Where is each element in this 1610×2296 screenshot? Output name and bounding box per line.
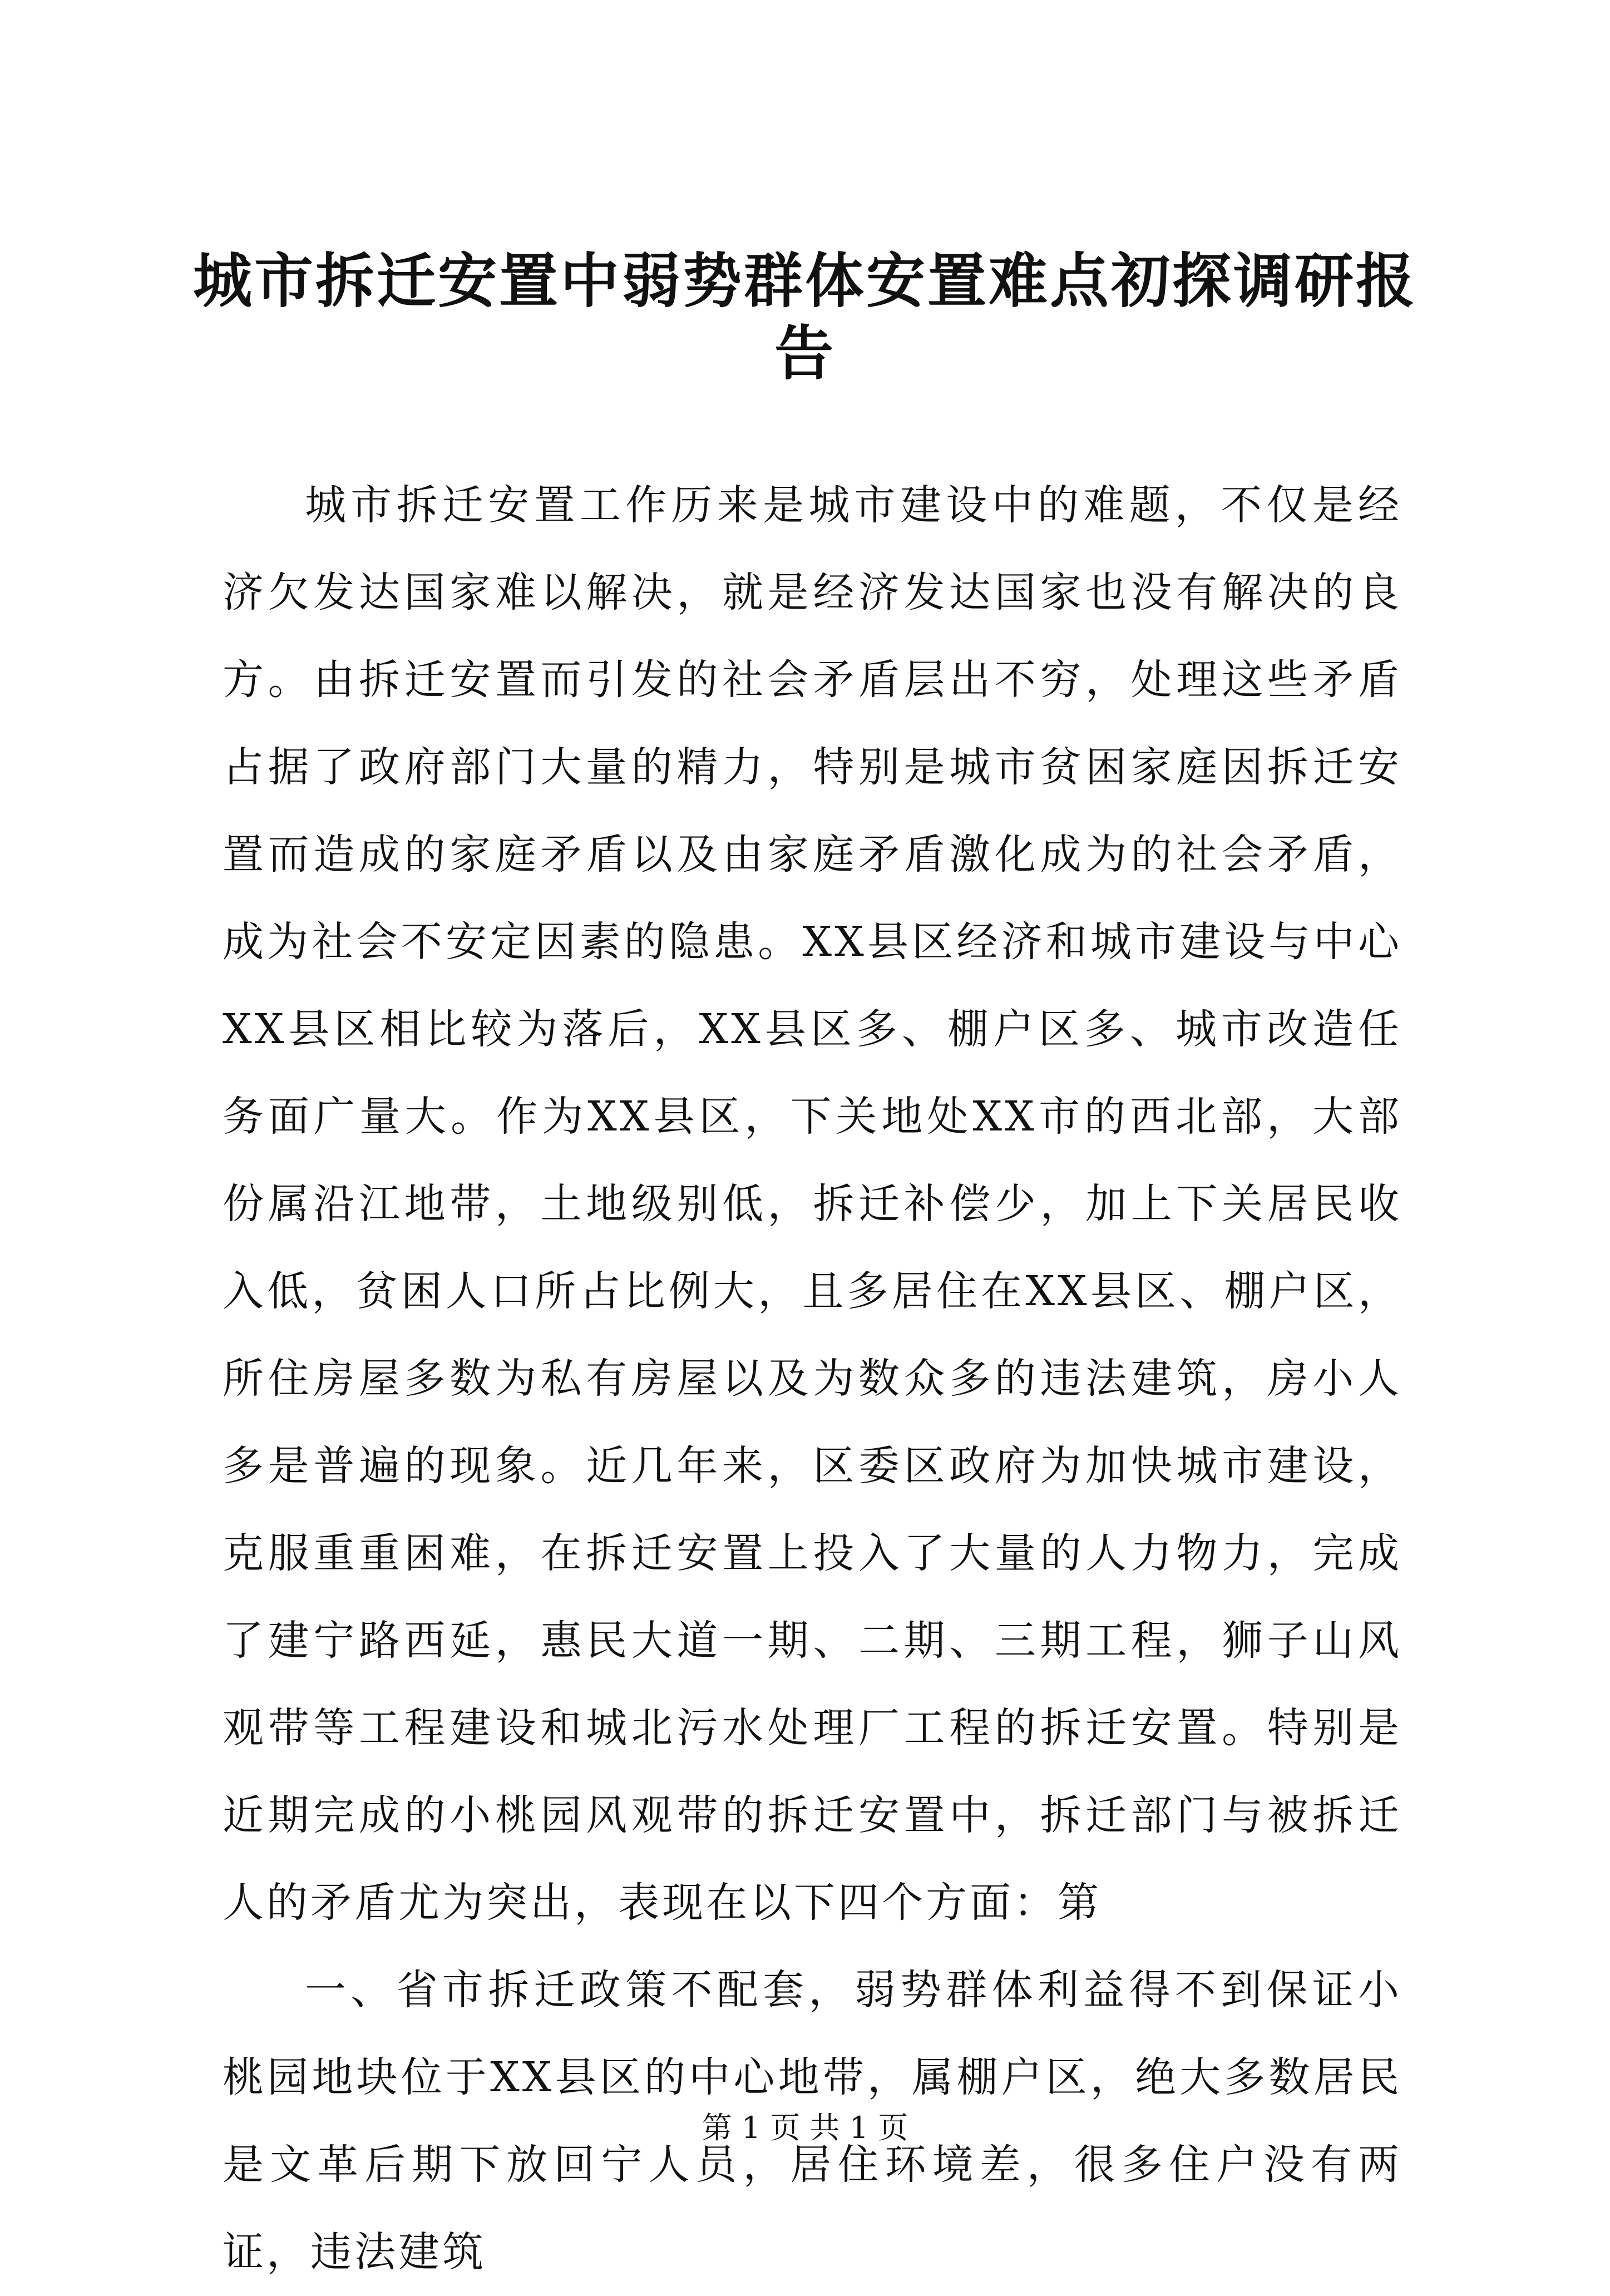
document-body: [223, 462, 1402, 2296]
paragraph: 一、省市拆迁政策不配套，弱势群体利益得不到保证小桃园地块位于XX县区的中心地带，属棚户区，绝大多数居民是文革后期下放回宁人员，居住环境差，很多住户没有两证，违法建筑: [223, 1966, 1402, 2276]
document-title: 城市拆迁安置中弱势群体安置难点初探调研报告: [193, 246, 1417, 388]
page-footer: 第 1 页 共 1 页: [702, 2110, 908, 2145]
paragraph: 城市拆迁安置工作历来是城市建设中的难题，不仅是经济欠发达国家难以解决，就是经济发达国家也没有解决的良方。由拆迁安置而引发的社会矛盾层出不穷，处理这些矛盾占据了政府部门大量的精力，特别是城市贫困家庭因拆迁安置而造成的家庭矛盾以及由家庭矛盾激化成为的社会矛盾，成为社会不安定因素的隐患。XX县区经济和城市建设与中心XX县区相比较为落后，XX县区多、棚户区多、城市改造任务面广量大。作为XX县区，下关地处XX市的西北部，大部份属沿江地带，土地级别低，拆迁补偿少，加上下关居民收入低，贫困人口所占比例大，且多居住在XX县区、棚户区，所住房屋多数为私有房屋以及为数众多的违法建筑，房小人多是普遍的现象。近几年来，区委区政府为加快城市建设，克服重重困难，在拆迁安置上投入了大量的人力物力，完成了建宁路西延，惠民大道一期、二期、三期工程，狮子山风观带等工程建设和城北污水处理厂工程的拆迁安置。特别是近期完成的小桃园风观带的拆迁安置中，拆迁部门与被拆迁人的矛盾尤为突出，表现在以下四个方面：第: [223, 481, 1402, 1927]
